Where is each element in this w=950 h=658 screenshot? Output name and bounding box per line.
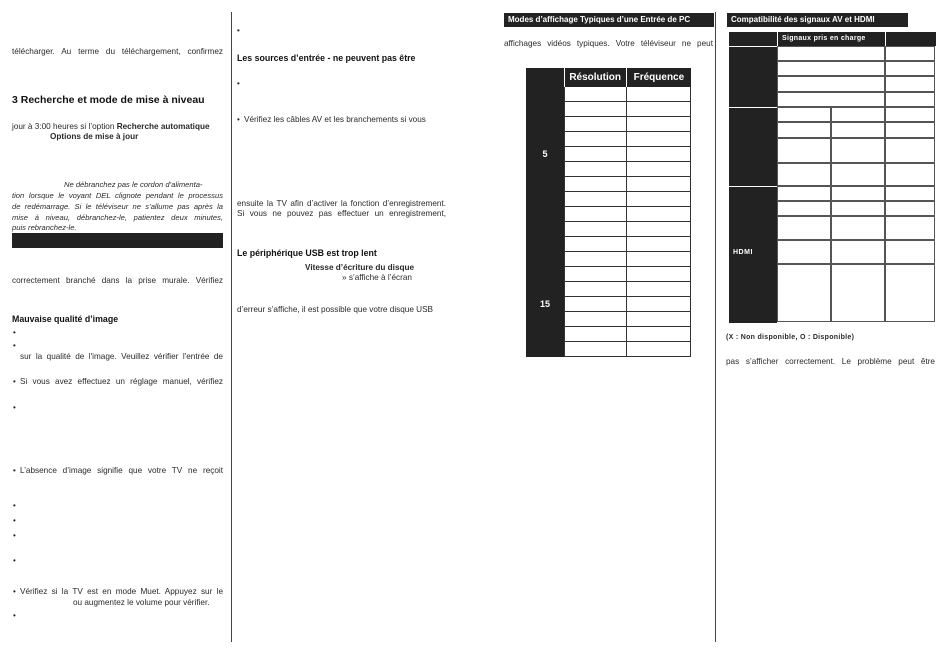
av-group-cell	[729, 107, 777, 187]
pc-row-frequency	[626, 282, 691, 297]
av-table-cell	[831, 138, 885, 163]
av-table-cell	[885, 216, 935, 240]
pc-row-resolution	[564, 132, 626, 147]
av-table-cell	[831, 201, 885, 216]
pc-row-resolution	[564, 87, 626, 102]
bold-term: Options de mise à jour	[50, 132, 139, 141]
pc-table-row	[526, 192, 691, 207]
av-group-cell	[729, 46, 777, 108]
bullet: •	[13, 377, 16, 386]
pc-row-index	[526, 282, 564, 297]
av-table-cell	[885, 122, 935, 138]
pc-table-row	[526, 147, 691, 162]
pc-row-frequency	[626, 252, 691, 267]
pc-table-row	[526, 207, 691, 222]
pc-row-frequency	[626, 327, 691, 342]
pc-row-index	[526, 312, 564, 327]
pc-row-index: 15	[526, 297, 564, 312]
pc-row-index	[526, 87, 564, 102]
section-heading-upgrade: 3 Recherche et mode de mise à niveau	[12, 94, 205, 106]
text-line: Vérifiez si la TV est en mode Muet. Appuyez sur le	[20, 587, 223, 596]
pc-table-header-resolution: Résolution	[564, 68, 626, 87]
av-table-cell	[777, 163, 831, 186]
av-table-header-end	[885, 32, 936, 46]
warning-text: tion lorsque le voyant DEL clignote pendant le processus	[12, 191, 223, 200]
bullet: •	[13, 341, 16, 350]
pc-row-index	[526, 267, 564, 282]
av-table-cell	[831, 186, 885, 201]
pc-row-index	[526, 132, 564, 147]
pc-row-index	[526, 177, 564, 192]
pc-table-row	[526, 252, 691, 267]
section-bar	[12, 233, 223, 248]
av-table-cell	[885, 138, 935, 163]
pc-row-resolution	[564, 222, 626, 237]
av-table-cell	[885, 107, 935, 122]
column-divider-2	[715, 12, 716, 642]
pc-table-header-index	[526, 68, 564, 87]
pc-row-frequency	[626, 342, 691, 357]
pc-row-resolution	[564, 162, 626, 177]
pc-row-index: 5	[526, 147, 564, 162]
pc-row-frequency	[626, 102, 691, 117]
av-supported-header: Signaux pris en charge	[777, 32, 885, 46]
warning-text: Ne débranchez pas le cordon d’alimenta-	[64, 180, 203, 189]
av-table-cell	[777, 264, 831, 322]
pc-row-frequency	[626, 177, 691, 192]
pc-table-row	[526, 237, 691, 252]
bullet: •	[237, 79, 240, 88]
warning-text: de redémarrage. Si le téléviseur ne s’allume pas après la	[12, 202, 223, 211]
pc-table-row	[526, 177, 691, 192]
pc-row-resolution	[564, 177, 626, 192]
av-table-cell	[885, 46, 935, 61]
pc-table-row	[526, 327, 691, 342]
av-table-cell	[885, 76, 935, 92]
av-table-cell	[885, 186, 935, 201]
pc-row-resolution	[564, 297, 626, 312]
text-line: correctement branché dans la prise murale. Vérifiez	[12, 276, 223, 285]
av-table-cell	[777, 92, 885, 107]
pc-row-resolution	[564, 207, 626, 222]
pc-table-row	[526, 162, 691, 177]
pc-row-frequency	[626, 162, 691, 177]
text-line	[12, 122, 210, 132]
bullet: •	[13, 516, 16, 525]
pc-row-frequency	[626, 267, 691, 282]
section-heading-quality: Mauvaise qualité d’image	[12, 314, 119, 324]
pc-table-row	[526, 87, 691, 102]
av-table-cell	[777, 76, 885, 92]
av-hdmi-header: Compatibilité des signaux AV et HDMI	[727, 13, 908, 27]
pc-table-row	[526, 132, 691, 147]
pc-row-index	[526, 102, 564, 117]
text-line: » s’affiche à l’écran	[342, 273, 412, 282]
text-line: Si vous avez effectuez un réglage manuel, vérifiez	[20, 377, 223, 386]
av-table-cell	[777, 216, 831, 240]
section-heading-sources: Les sources d’entrée - ne peuvent pas être	[237, 53, 416, 63]
pc-row-frequency	[626, 192, 691, 207]
av-table-cell	[885, 163, 935, 186]
av-table-cell	[777, 61, 885, 76]
av-table-cell	[831, 216, 885, 240]
pc-row-index	[526, 207, 564, 222]
pc-row-frequency	[626, 117, 691, 132]
pc-row-index	[526, 117, 564, 132]
pc-row-frequency	[626, 222, 691, 237]
pc-row-frequency	[626, 207, 691, 222]
pc-row-index	[526, 342, 564, 357]
bullet: •	[13, 501, 16, 510]
av-table-cell	[885, 92, 935, 107]
av-table-cell	[777, 107, 831, 122]
pc-table-header	[526, 68, 691, 87]
pc-row-resolution	[564, 252, 626, 267]
pc-table-row	[526, 312, 691, 327]
pc-row-resolution	[564, 147, 626, 162]
av-table-cell	[831, 122, 885, 138]
bullet: •	[13, 328, 16, 337]
pc-row-index	[526, 162, 564, 177]
av-table-cell	[885, 201, 935, 216]
av-table-cell	[885, 240, 935, 264]
pc-table-row	[526, 102, 691, 117]
pc-row-index	[526, 192, 564, 207]
bullet: •	[13, 556, 16, 565]
pc-table-row	[526, 267, 691, 282]
pc-row-resolution	[564, 312, 626, 327]
av-table-cell	[777, 201, 831, 216]
warning-text: puis rebranchez-le.	[12, 223, 77, 232]
av-table-cell	[831, 264, 885, 322]
pc-row-index	[526, 252, 564, 267]
text-fragment: jour à 3:00 heures si l’option	[12, 122, 117, 131]
av-table-cell	[777, 138, 831, 163]
pc-row-frequency	[626, 297, 691, 312]
pc-modes-header: Modes d’affichage Typiques d’une Entrée de PC	[504, 13, 714, 27]
av-group-cell-hdmi	[729, 186, 777, 323]
pc-row-resolution	[564, 327, 626, 342]
pc-table-row	[526, 222, 691, 237]
av-table-cell	[885, 264, 935, 322]
column-divider-1	[231, 12, 232, 642]
pc-row-resolution	[564, 102, 626, 117]
pc-row-index	[526, 222, 564, 237]
bullet: •	[13, 611, 16, 620]
text-line: affichages vidéos typiques. Votre téléviseur ne peut	[504, 39, 713, 48]
text-line: télécharger. Au terme du téléchargement, confirmez	[12, 47, 223, 56]
pc-row-resolution	[564, 282, 626, 297]
bullet: •	[13, 531, 16, 540]
bullet: •	[237, 26, 240, 35]
text-line: Vérifiez les câbles AV et les branchements si vous	[244, 115, 426, 124]
text-line: d’erreur s’affiche, il est possible que votre disque USB	[237, 305, 433, 314]
warning-text: mise à niveau, débranchez-le, patientez deux minutes,	[12, 213, 223, 222]
pc-row-frequency	[626, 237, 691, 252]
text-line: L’absence d’image signifie que votre TV ne reçoit	[20, 466, 223, 475]
pc-row-resolution	[564, 237, 626, 252]
text-line: ou augmentez le volume pour vérifier.	[73, 598, 210, 607]
av-table-cell	[777, 186, 831, 201]
text-line: pas s’afficher correctement. Le problème peut être	[726, 357, 935, 366]
section-heading-usb: Le périphérique USB est trop lent	[237, 248, 377, 258]
text-line: Si vous ne pouvez pas effectuer un enregistrement,	[237, 209, 446, 218]
bullet: •	[13, 466, 16, 475]
av-table-cell	[831, 107, 885, 122]
pc-row-index	[526, 237, 564, 252]
bullet: •	[237, 115, 240, 124]
bold-term: Recherche automatique	[116, 122, 210, 131]
pc-row-frequency	[626, 147, 691, 162]
pc-table-row	[526, 117, 691, 132]
av-table-corner	[729, 32, 777, 46]
pc-row-index	[526, 327, 564, 342]
av-table-cell	[885, 61, 935, 76]
bullet: •	[13, 587, 16, 596]
pc-row-frequency	[626, 132, 691, 147]
av-table-cell	[777, 46, 885, 61]
text-line: ensuite la TV afin d’activer la fonction d’enregistrement.	[237, 199, 446, 208]
pc-table-row	[526, 297, 691, 312]
pc-row-resolution	[564, 267, 626, 282]
pc-table-header-frequency: Fréquence	[626, 68, 691, 87]
pc-row-resolution	[564, 117, 626, 132]
legend-text: (X : Non disponible, O : Disponible)	[726, 334, 855, 341]
pc-table-row	[526, 282, 691, 297]
bold-term: Vitesse d’écriture du disque	[305, 263, 415, 272]
bullet: •	[13, 403, 16, 412]
pc-row-resolution	[564, 192, 626, 207]
text-line: sur la qualité de l'image. Veuillez vérifier l'entrée de	[20, 352, 223, 361]
av-table-cell	[777, 240, 831, 264]
av-table-cell	[831, 240, 885, 264]
pc-row-frequency	[626, 312, 691, 327]
av-table-cell	[831, 163, 885, 186]
pc-table-row	[526, 342, 691, 357]
av-table-cell	[777, 122, 831, 138]
pc-row-frequency	[626, 87, 691, 102]
hdmi-label: HDMI	[733, 249, 753, 256]
pc-row-resolution	[564, 342, 626, 357]
